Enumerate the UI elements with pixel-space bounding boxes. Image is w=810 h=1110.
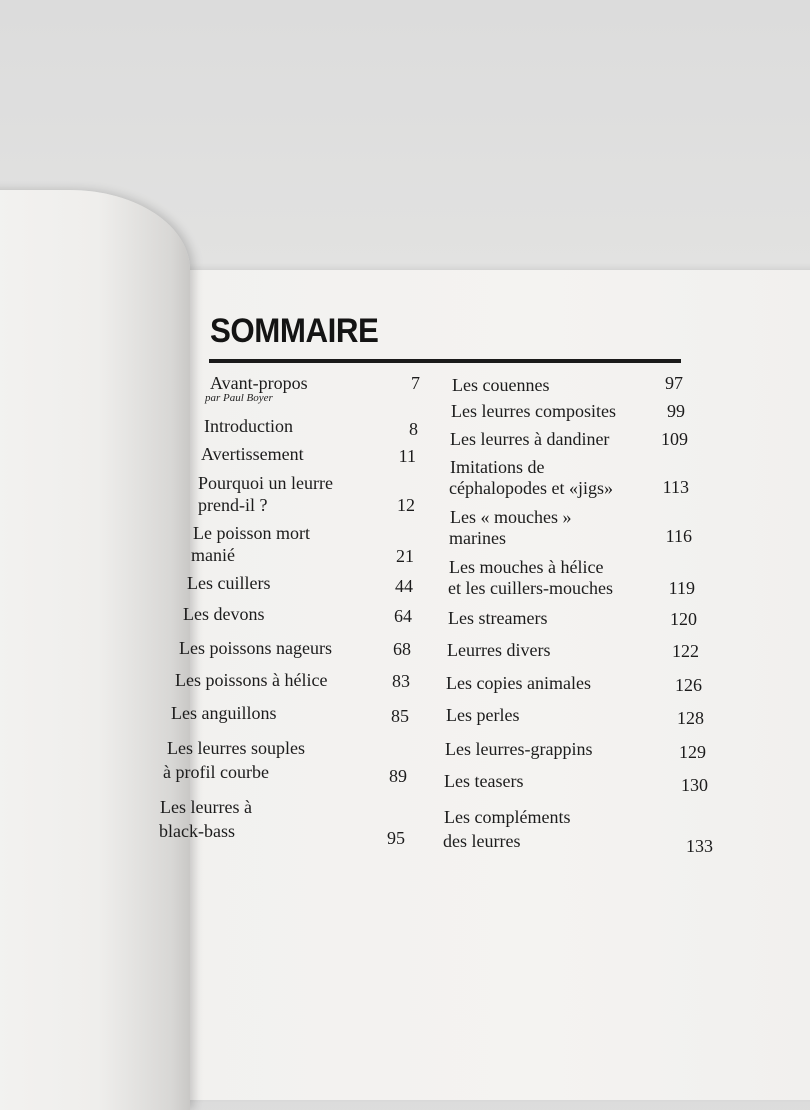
toc-entry-title-cont: black-bass bbox=[159, 821, 235, 841]
toc-page-number: 120 bbox=[670, 609, 697, 629]
title-rule bbox=[209, 359, 681, 363]
toc-entry-title: Les devons bbox=[183, 604, 265, 624]
toc-entry-title: Les copies animales bbox=[446, 673, 591, 693]
toc-page-number: 95 bbox=[387, 828, 405, 848]
toc-entry-title: Les leurres à bbox=[160, 797, 252, 817]
toc-entry-title: Les teasers bbox=[444, 771, 524, 791]
toc-page-number: 85 bbox=[391, 706, 409, 726]
toc-entry-title: Avant-propos bbox=[210, 373, 308, 393]
toc-entry-title-cont: et les cuillers-mouches bbox=[448, 578, 613, 598]
toc-entry-title: Les leurres composites bbox=[451, 401, 616, 421]
toc-entry-title: Les compléments bbox=[444, 807, 571, 827]
toc-page-number: 8 bbox=[409, 419, 418, 439]
toc-entry-title-cont: céphalopodes et «jigs» bbox=[449, 478, 613, 498]
left-page-curl bbox=[0, 190, 190, 1110]
toc-page-number: 68 bbox=[393, 639, 411, 659]
toc-page-number: 7 bbox=[411, 373, 420, 393]
toc-entry-title-cont: des leurres bbox=[443, 831, 521, 851]
toc-entry-title: Pourquoi un leurre bbox=[198, 473, 333, 493]
toc-page-number: 64 bbox=[394, 606, 412, 626]
toc-entry-title-cont: marines bbox=[449, 528, 506, 548]
toc-entry-title-cont: à profil courbe bbox=[163, 762, 269, 782]
toc-entry-title: Les « mouches » bbox=[450, 507, 572, 527]
toc-page-number: 119 bbox=[668, 578, 695, 598]
toc-page-number: 113 bbox=[662, 477, 689, 497]
toc-page-number: 129 bbox=[679, 742, 706, 762]
toc-page-number: 97 bbox=[665, 373, 683, 393]
toc-entry-title: Les perles bbox=[446, 705, 520, 725]
toc-entry-title: Les anguillons bbox=[171, 703, 277, 723]
toc-entry-title: Les streamers bbox=[448, 608, 548, 628]
toc-page-number: 109 bbox=[661, 429, 688, 449]
toc-entry-title: Les poissons à hélice bbox=[175, 670, 328, 690]
toc-page-number: 12 bbox=[397, 495, 415, 515]
toc-page-number: 83 bbox=[392, 671, 410, 691]
toc-page-number: 130 bbox=[681, 775, 708, 795]
toc-page-number: 99 bbox=[667, 401, 685, 421]
toc-entry-title: Imitations de bbox=[450, 457, 545, 477]
toc-entry-title: Le poisson mort bbox=[193, 523, 310, 543]
toc-entry-title: Les leurres à dandiner bbox=[450, 429, 610, 449]
toc-page-number: 126 bbox=[675, 675, 702, 695]
page-title: SOMMAIRE bbox=[210, 312, 379, 350]
toc-entry-title-cont: prend-il ? bbox=[198, 495, 268, 515]
toc-entry-title: Avertissement bbox=[201, 444, 304, 464]
toc-page-number: 128 bbox=[677, 708, 704, 728]
toc-page-number: 133 bbox=[686, 836, 713, 856]
toc-entry-title: Les couennes bbox=[452, 375, 550, 395]
toc-entry-title-cont: manié bbox=[191, 545, 235, 565]
toc-entry-title: Introduction bbox=[204, 416, 293, 436]
toc-entry-title: Leurres divers bbox=[447, 640, 551, 660]
toc-page-number: 89 bbox=[389, 766, 407, 786]
toc-entry-title: Les mouches à hélice bbox=[449, 557, 604, 577]
toc-entry-title: Les leurres-grappins bbox=[445, 739, 593, 759]
toc-entry-byline: par Paul Boyer bbox=[205, 392, 273, 404]
toc-entry-title: Les leurres souples bbox=[167, 738, 305, 758]
toc-entry-title: Les cuillers bbox=[187, 573, 271, 593]
toc-page-number: 11 bbox=[398, 446, 416, 466]
toc-page-number: 122 bbox=[672, 641, 699, 661]
toc-page-number: 21 bbox=[396, 546, 414, 566]
toc-entry-title: Les poissons nageurs bbox=[179, 638, 332, 658]
toc-page-number: 116 bbox=[665, 526, 692, 546]
toc-page-number: 44 bbox=[395, 576, 413, 596]
